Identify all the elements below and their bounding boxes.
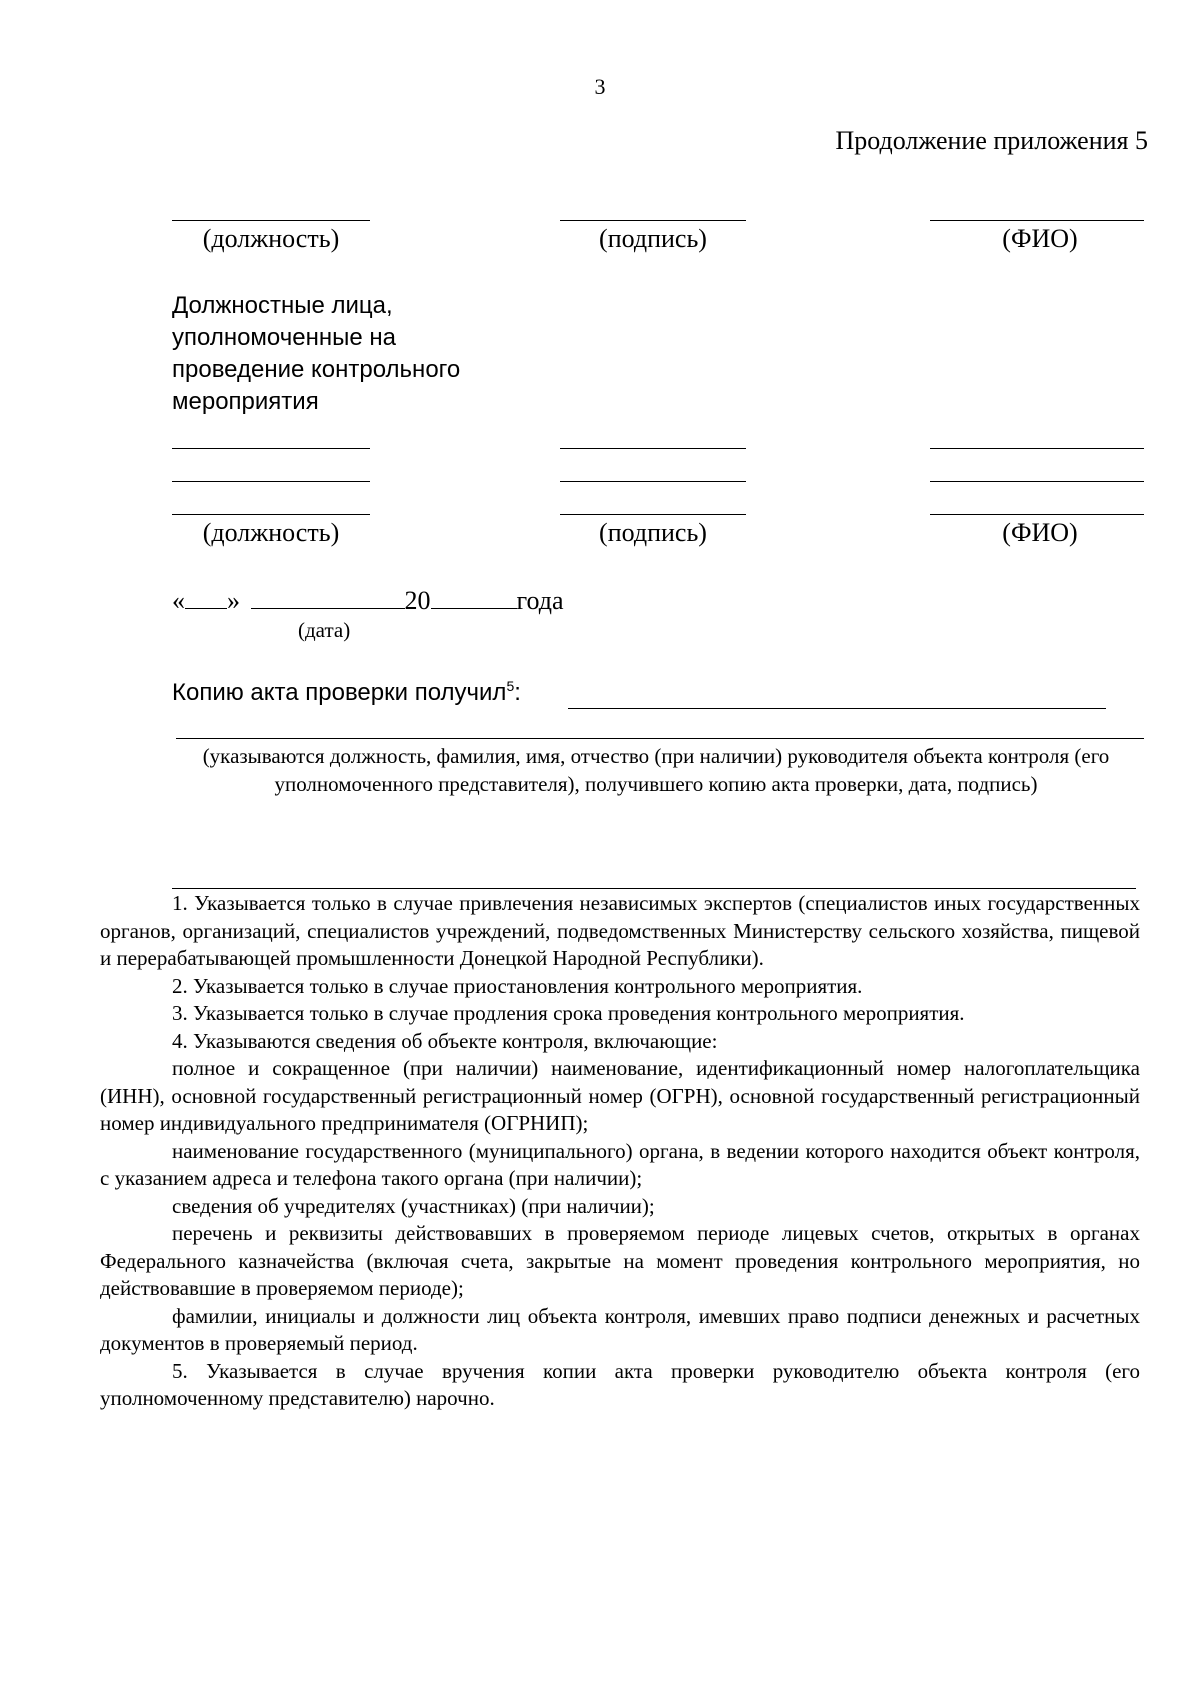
position-line bbox=[172, 481, 370, 482]
name-line bbox=[930, 220, 1144, 221]
footnote-4-item: фамилии, инициалы и должности лиц объекта контроля, имевших право подписи денежных и расчетных документов в проверяемый период. bbox=[100, 1303, 1140, 1355]
footnote-4-item: сведения об учредителях (участниках) (при наличии); bbox=[172, 1193, 655, 1218]
year-suffix: года bbox=[516, 586, 564, 615]
copy-recipient-line-2 bbox=[176, 738, 1144, 739]
footnote-mark: 5 bbox=[506, 678, 515, 694]
footnote-4-item: полное и сокращенное (при наличии) наименование, идентификационный номер налогоплательщика (ИНН), основной государственный регистрационный номер (ОГРН), основной государственный регистрационный номер индивидуального предпринимателя (ОГРНИП); bbox=[100, 1056, 1140, 1135]
close-quote: » bbox=[227, 586, 240, 615]
position-caption: (должность) bbox=[202, 224, 340, 253]
name-line bbox=[930, 481, 1144, 482]
signature-line bbox=[560, 481, 746, 482]
name-line bbox=[930, 514, 1144, 515]
copy-received-label: Копию акта проверки получил bbox=[172, 679, 507, 706]
copy-received-note: (указываются должность, фамилия, имя, отчество (при наличии) руководителя объекта контроля (его уполномоченного представителя), получившего копию акта проверки, дата, подпись) bbox=[202, 744, 1110, 796]
signature-line bbox=[560, 448, 746, 449]
position-line bbox=[172, 220, 370, 221]
position-line bbox=[172, 514, 370, 515]
footnote-1: 1. Указывается только в случае привлечения независимых экспертов (специалистов иных государственных органов, организаций, специалистов учреждений, подведомственных Министерству сельского хозяйства, пищевой и перерабатывающей промышленности Донецкой Народной Республики). bbox=[100, 891, 1140, 970]
colon: : bbox=[514, 679, 521, 706]
signature-caption: (подпись) bbox=[599, 518, 707, 547]
name-caption: (ФИО) bbox=[1002, 518, 1078, 547]
footnote-4-item: наименование государственного (муниципального) органа, в ведении которого находится объект контроля, с указанием адреса и телефона такого органа (при наличии); bbox=[100, 1138, 1140, 1190]
year-blank bbox=[431, 586, 517, 609]
footnote-3: 3. Указывается только в случае продления срока проведения контрольного мероприятия. bbox=[172, 1001, 965, 1025]
footnote-separator bbox=[172, 888, 1136, 889]
day-blank bbox=[185, 586, 227, 609]
signature-caption: (подпись) bbox=[599, 224, 707, 253]
century: 20 bbox=[404, 586, 431, 615]
position-line bbox=[172, 448, 370, 449]
footnotes bbox=[100, 890, 1140, 1413]
signature-line bbox=[560, 220, 746, 221]
copy-recipient-line bbox=[568, 708, 1106, 709]
signature-line bbox=[560, 514, 746, 515]
footnote-4-item: перечень и реквизиты действовавших в проверяемом периоде лицевых счетов, открытых в органах Федерального казначейства (включая счета, закрытые на момент проведения контрольного мероприятия, но действовавшие в проверяемом периоде); bbox=[100, 1221, 1140, 1300]
officials-heading: Должностные лица, уполномоченные на проведение контрольного мероприятия bbox=[172, 292, 461, 415]
footnote-4: 4. Указываются сведения об объекте контроля, включающие: bbox=[172, 1028, 718, 1053]
position-caption: (должность) bbox=[202, 518, 340, 547]
continuation-title: Продолжение приложения 5 bbox=[835, 126, 1148, 155]
page-number: 3 bbox=[594, 74, 606, 99]
footnote-5: 5. Указывается в случае вручения копии акта проверки руководителю объекта контроля (его уполномоченному представителю) нарочно. bbox=[100, 1358, 1140, 1410]
date-caption: (дата) bbox=[298, 618, 351, 642]
copy-received-row bbox=[172, 678, 521, 707]
date-row bbox=[172, 586, 564, 616]
name-line bbox=[930, 448, 1144, 449]
open-quote: « bbox=[172, 586, 185, 615]
month-blank bbox=[251, 586, 405, 609]
footnote-2: 2. Указывается только в случае приостановления контрольного мероприятия. bbox=[172, 973, 863, 998]
name-caption: (ФИО) bbox=[1002, 224, 1078, 253]
